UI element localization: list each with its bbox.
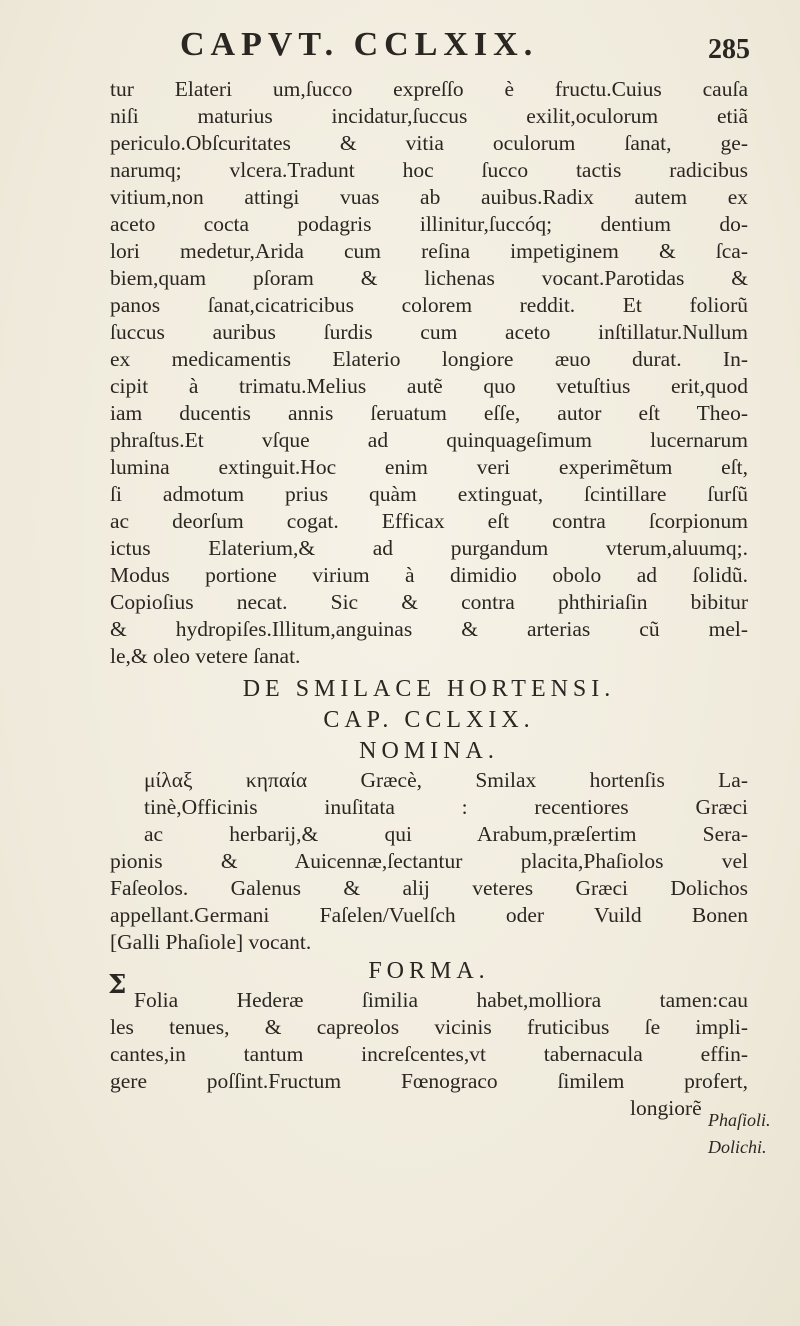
chapter-heading: CAP. CCLXIX. — [323, 707, 535, 733]
nomina-heading: NOMINA. — [359, 738, 499, 764]
text-line: ac deorſum cogat. Efficax eſt contra ſcorpionum — [110, 509, 748, 533]
text-line: gere poſſint.Fructum Fœnograco ſimilem profert, — [110, 1069, 748, 1093]
text-line: panos ſanat,cicatricibus colorem reddit. Et foliorũ — [110, 293, 748, 317]
page-number: 285 — [708, 34, 750, 65]
text-line: Faſeolos. Galenus & alij veteres Græci Dolichos — [110, 876, 748, 900]
text-line: niſi maturius incidatur,ſuccus exilit,oculorum etiã — [110, 104, 748, 128]
text-line: ac herbarij,& qui Arabum,præſertim Sera- — [144, 822, 748, 846]
text-line: ictus Elaterium,& ad purgandum vterum,aluumq;. — [110, 536, 748, 560]
margin-note-phasioli: Phaſioli. — [708, 1110, 771, 1130]
main-text-block — [110, 76, 748, 1122]
text-line: cantes,in tantum increſcentes,vt tabernacula effin- — [110, 1042, 748, 1066]
running-title: CAPVT. CCLXIX. — [180, 26, 539, 63]
text-line: tur Elateri um,ſucco expreſſo è fructu.Cuius cauſa — [110, 77, 748, 101]
text-line: Copioſius necat. Sic & contra phthiriaſin bibitur — [110, 590, 748, 614]
text-line: Folia Hederæ ſimilia habet,molliora tamen:cau — [134, 988, 748, 1012]
forma-heading: FORMA. — [368, 958, 490, 984]
text-line: ſi admotum prius quàm extinguat, ſcintillare ſurſũ — [110, 482, 748, 506]
catchword: longiorẽ — [630, 1096, 702, 1120]
text-line: appellant.Germani Faſelen/Vuelſch oder Vuild Bonen — [110, 903, 748, 927]
text-line: Modus portione virium à dimidio obolo ad ſolidũ. — [110, 563, 748, 587]
sigma-mark: Σ — [108, 970, 127, 1000]
text-line: [Galli Phaſiole] vocant. — [110, 930, 312, 954]
text-line: les tenues, & capreolos vicinis fruticibus ſe impli- — [110, 1015, 748, 1039]
text-line: phraſtus.Et vſque ad quinquageſimum lucernarum — [110, 428, 748, 452]
text-line: narumq; vlcera.Tradunt hoc ſucco tactis radicibus — [110, 158, 748, 182]
margin-note-dolichi: Dolichi. — [708, 1137, 767, 1157]
text-line: tinè,Officinis inuſitata : recentiores Græci — [144, 795, 748, 819]
text-line: & hydropiſes.Illitum,anguinas & arterias cũ mel- — [110, 617, 748, 641]
text-line: vitium,non attingi vuas ab auibus.Radix autem ex — [110, 185, 748, 209]
section-title: DE SMILACE HORTENSI. — [242, 676, 616, 702]
text-line: biem,quam pſoram & lichenas vocant.Parotidas & — [110, 266, 748, 290]
text-line: periculo.Obſcuritates & vitia oculorum ſanat, ge- — [110, 131, 748, 155]
text-line: aceto cocta podagris illinitur,ſuccóq; dentium do- — [110, 212, 748, 236]
text-line: le,& oleo vetere ſanat. — [110, 644, 301, 668]
text-line: iam ducentis annis ſeruatum eſſe, autor eſt Theo- — [110, 401, 748, 425]
text-line: lori medetur,Arida cum reſina impetiginem & ſca- — [110, 239, 748, 263]
text-line: pionis & Auicennæ,ſectantur placita,Phaſiolos vel — [110, 849, 748, 873]
text-line: ex medicamentis Elaterio longiore æuo durat. In- — [110, 347, 748, 371]
text-line: cipit à trimatu.Melius autẽ quo vetuſtius erit,quod — [110, 374, 748, 398]
text-line: μίλαξ κηπαία Græcè, Smilax hortenſis La- — [144, 768, 748, 792]
text-line: lumina extinguit.Hoc enim veri experimẽtum eſt, — [110, 455, 748, 479]
text-line: ſuccus auribus ſurdis cum aceto inſtillatur.Nullum — [110, 320, 748, 344]
